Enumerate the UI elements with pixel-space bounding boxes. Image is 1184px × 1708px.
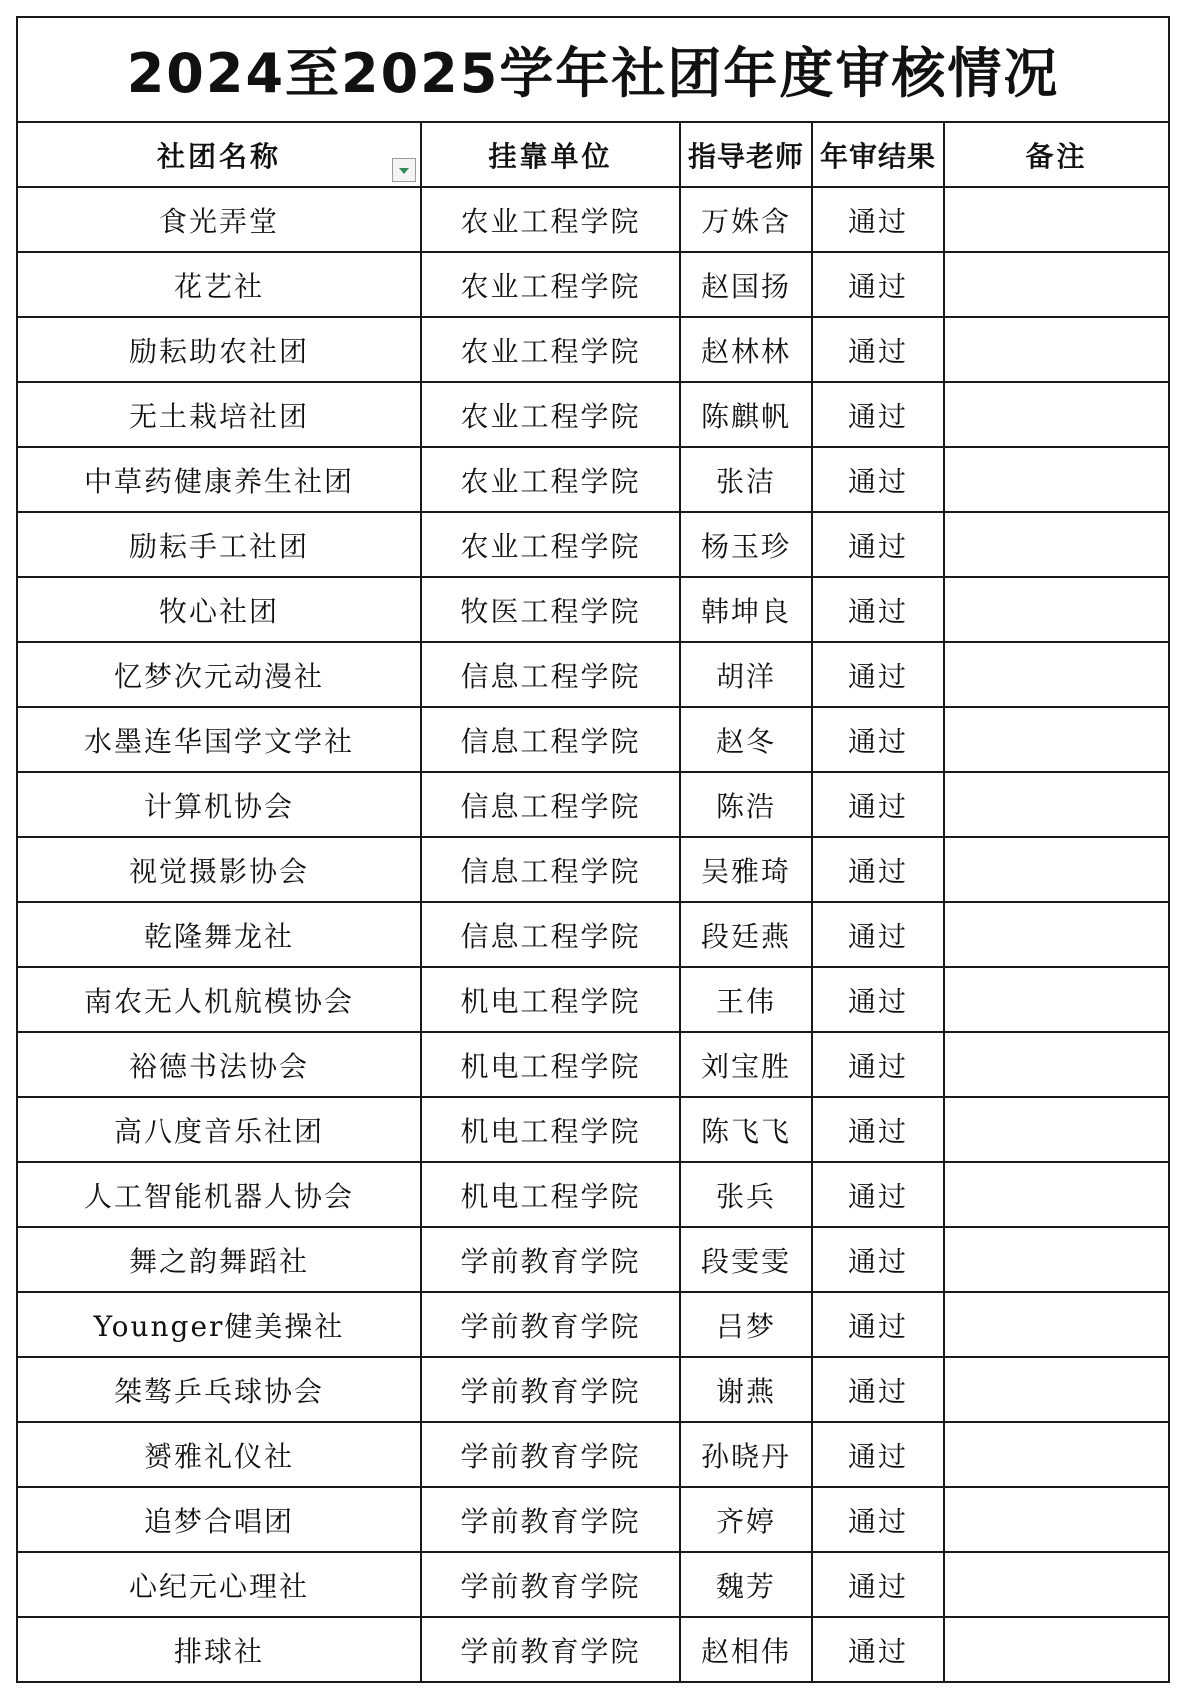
table-row [17,382,1169,447]
cell-teacher: 谢燕 [680,1357,812,1422]
cell-teacher: 张兵 [680,1162,812,1227]
cell-club-name: 忆梦次元动漫社 [17,642,421,707]
cell-teacher: 段廷燕 [680,902,812,967]
cell-teacher: 赵林林 [680,317,812,382]
cell-club-name: 花艺社 [17,252,421,317]
cell-result: 通过 [812,967,944,1032]
cell-note [944,1487,1169,1552]
cell-club-name: 人工智能机器人协会 [17,1162,421,1227]
cell-unit: 学前教育学院 [421,1422,680,1487]
cell-note [944,967,1169,1032]
cell-teacher: 陈麒帆 [680,382,812,447]
cell-result: 通过 [812,1292,944,1357]
cell-teacher: 魏芳 [680,1552,812,1617]
header-result: 年审结果 [812,122,944,187]
cell-note [944,1357,1169,1422]
cell-unit: 机电工程学院 [421,1097,680,1162]
cell-result: 通过 [812,382,944,447]
header-unit: 挂靠单位 [421,122,680,187]
cell-note [944,1227,1169,1292]
audit-table [16,16,1170,1683]
cell-unit: 农业工程学院 [421,187,680,252]
cell-result: 通过 [812,577,944,642]
cell-unit: 学前教育学院 [421,1487,680,1552]
table-row [17,577,1169,642]
cell-teacher: 赵国扬 [680,252,812,317]
cell-result: 通过 [812,837,944,902]
table-row [17,187,1169,252]
table-row [17,1097,1169,1162]
cell-result: 通过 [812,1097,944,1162]
cell-teacher: 吴雅琦 [680,837,812,902]
cell-note [944,837,1169,902]
cell-club-name: 乾隆舞龙社 [17,902,421,967]
cell-result: 通过 [812,317,944,382]
cell-note [944,1552,1169,1617]
cell-club-name: 赟雅礼仪社 [17,1422,421,1487]
table-row [17,512,1169,577]
cell-note [944,1097,1169,1162]
table-row [17,252,1169,317]
cell-note [944,512,1169,577]
cell-result: 通过 [812,1162,944,1227]
table-row [17,1357,1169,1422]
title-row [17,17,1169,122]
table-row [17,772,1169,837]
cell-note [944,1032,1169,1097]
table-row [17,1292,1169,1357]
filter-dropdown-icon[interactable] [392,158,416,182]
table-row [17,1617,1169,1682]
cell-club-name: 计算机协会 [17,772,421,837]
cell-note [944,447,1169,512]
cell-note [944,1422,1169,1487]
cell-teacher: 齐婷 [680,1487,812,1552]
cell-unit: 机电工程学院 [421,1162,680,1227]
table-row [17,967,1169,1032]
cell-unit: 机电工程学院 [421,1032,680,1097]
cell-note [944,317,1169,382]
cell-teacher: 万姝含 [680,187,812,252]
cell-club-name: 排球社 [17,1617,421,1682]
table-row [17,642,1169,707]
cell-unit: 信息工程学院 [421,772,680,837]
cell-note [944,252,1169,317]
cell-unit: 学前教育学院 [421,1292,680,1357]
header-row [17,122,1169,187]
cell-club-name: Younger健美操社 [17,1292,421,1357]
cell-unit: 机电工程学院 [421,967,680,1032]
cell-result: 通过 [812,1617,944,1682]
cell-note [944,1162,1169,1227]
cell-club-name: 食光弄堂 [17,187,421,252]
cell-club-name: 视觉摄影协会 [17,837,421,902]
table-row [17,707,1169,772]
cell-club-name: 南农无人机航模协会 [17,967,421,1032]
cell-club-name: 励耘手工社团 [17,512,421,577]
sheet-title: 2024至2025学年社团年度审核情况 [17,17,1169,122]
cell-note [944,707,1169,772]
cell-unit: 信息工程学院 [421,707,680,772]
cell-result: 通过 [812,512,944,577]
cell-result: 通过 [812,1552,944,1617]
cell-note [944,1292,1169,1357]
cell-club-name: 追梦合唱团 [17,1487,421,1552]
cell-note [944,382,1169,447]
cell-result: 通过 [812,772,944,837]
table-row [17,1422,1169,1487]
cell-unit: 学前教育学院 [421,1227,680,1292]
cell-unit: 信息工程学院 [421,642,680,707]
cell-note [944,577,1169,642]
cell-teacher: 刘宝胜 [680,1032,812,1097]
table-row [17,837,1169,902]
cell-club-name: 中草药健康养生社团 [17,447,421,512]
table-row [17,1552,1169,1617]
header-teacher: 指导老师 [680,122,812,187]
cell-note [944,1617,1169,1682]
header-note: 备注 [944,122,1169,187]
cell-club-name: 励耘助农社团 [17,317,421,382]
cell-unit: 农业工程学院 [421,252,680,317]
cell-teacher: 韩坤良 [680,577,812,642]
cell-result: 通过 [812,707,944,772]
cell-unit: 农业工程学院 [421,382,680,447]
cell-teacher: 陈浩 [680,772,812,837]
cell-club-name: 水墨连华国学文学社 [17,707,421,772]
header-name [17,122,421,187]
cell-result: 通过 [812,1422,944,1487]
cell-result: 通过 [812,1227,944,1292]
table-row [17,1227,1169,1292]
cell-unit: 学前教育学院 [421,1357,680,1422]
cell-teacher: 王伟 [680,967,812,1032]
cell-teacher: 胡洋 [680,642,812,707]
cell-unit: 牧医工程学院 [421,577,680,642]
cell-unit: 农业工程学院 [421,447,680,512]
cell-result: 通过 [812,902,944,967]
cell-unit: 信息工程学院 [421,837,680,902]
cell-teacher: 陈飞飞 [680,1097,812,1162]
cell-teacher: 杨玉珍 [680,512,812,577]
cell-result: 通过 [812,447,944,512]
cell-club-name: 裕德书法协会 [17,1032,421,1097]
cell-club-name: 高八度音乐社团 [17,1097,421,1162]
cell-result: 通过 [812,1357,944,1422]
table-row [17,1162,1169,1227]
cell-club-name: 心纪元心理社 [17,1552,421,1617]
cell-unit: 学前教育学院 [421,1617,680,1682]
header-name-label: 社团名称 [156,139,281,173]
cell-club-name: 桀骜乒乓球协会 [17,1357,421,1422]
cell-teacher: 吕梦 [680,1292,812,1357]
cell-teacher: 张洁 [680,447,812,512]
cell-teacher: 赵冬 [680,707,812,772]
cell-club-name: 舞之韵舞蹈社 [17,1227,421,1292]
cell-result: 通过 [812,1032,944,1097]
cell-club-name: 无土栽培社团 [17,382,421,447]
cell-unit: 信息工程学院 [421,902,680,967]
cell-club-name: 牧心社团 [17,577,421,642]
cell-result: 通过 [812,1487,944,1552]
table-row [17,317,1169,382]
cell-result: 通过 [812,187,944,252]
cell-unit: 农业工程学院 [421,317,680,382]
table-row [17,1032,1169,1097]
cell-result: 通过 [812,642,944,707]
cell-teacher: 段雯雯 [680,1227,812,1292]
cell-teacher: 孙晓丹 [680,1422,812,1487]
cell-teacher: 赵相伟 [680,1617,812,1682]
table-row [17,902,1169,967]
cell-result: 通过 [812,252,944,317]
cell-note [944,642,1169,707]
table-row [17,447,1169,512]
cell-note [944,902,1169,967]
cell-note [944,772,1169,837]
cell-unit: 学前教育学院 [421,1552,680,1617]
cell-unit: 农业工程学院 [421,512,680,577]
cell-note [944,187,1169,252]
table-row [17,1487,1169,1552]
